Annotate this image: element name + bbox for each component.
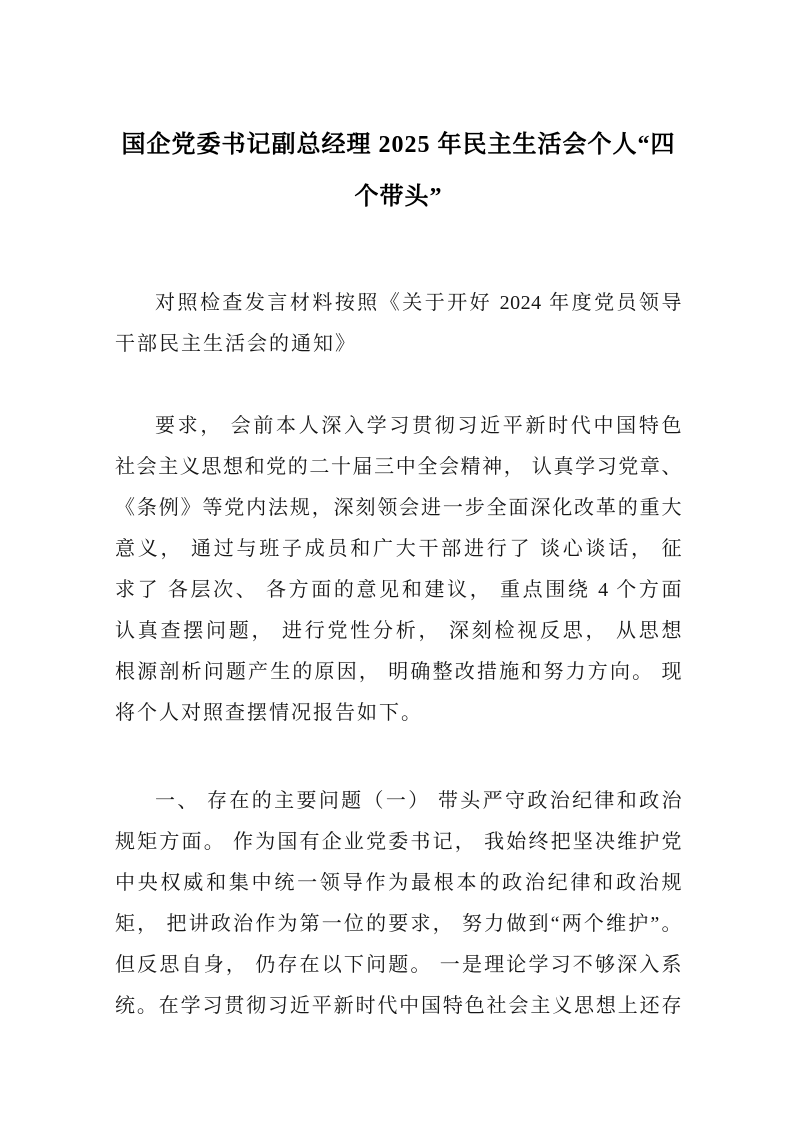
text-line: 矩， 把讲政治作为第一位的要求， 努力做到“两个维护”。: [115, 913, 682, 935]
paragraph-requirements: [115, 406, 682, 734]
text-line: 社会主义思想和党的二十届三中全会精神， 认真学习党章、: [115, 456, 682, 478]
text-line: 要求， 会前本人深入学习贯彻习近平新时代中国特色: [155, 415, 682, 437]
text-line: 统。在学习贯彻习近平新时代中国特色社会主义思想上还存: [115, 995, 682, 1017]
text-line: 中央权威和集中统一领导作为最根本的政治纪律和政治规: [115, 872, 682, 894]
text-line: 干部民主生活会的通知》: [115, 333, 357, 355]
title-line: 国企党委书记副总经理 2025 年民主生活会个人“四: [121, 132, 676, 158]
text-line: 意义， 通过与班子成员和广大干部进行了 谈心谈话， 征: [115, 538, 682, 560]
text-line: 规矩方面。 作为国有企业党委书记， 我始终把坚决维护党: [115, 831, 682, 853]
text-line: 将个人对照查摆情况报告如下。: [115, 702, 423, 724]
text-line: 认真查摆问题， 进行党性分析， 深刻检视反思， 从思想: [115, 620, 682, 642]
text-line: 但反思自身， 仍存在以下问题。 一是理论学习不够深入系: [115, 954, 682, 976]
title-line: 个带头”: [354, 184, 443, 210]
paragraph-intro: [115, 283, 682, 365]
paragraph-main-problems: [115, 781, 682, 1027]
text-line: 一、 存在的主要问题（一） 带头严守政治纪律和政治: [155, 790, 682, 812]
text-line: 《条例》等党内法规，深刻领会进一步全面深化改革的重大: [115, 497, 682, 519]
text-line: 根源剖析问题产生的原因， 明确整改措施和努力方向。 现: [115, 661, 682, 683]
text-line: 求了 各层次、 各方面的意见和建议， 重点围绕 4 个方面: [115, 579, 682, 601]
document-title: [115, 119, 682, 223]
text-line: 对照检查发言材料按照《关于开好 2024 年度党员领导: [155, 292, 682, 314]
